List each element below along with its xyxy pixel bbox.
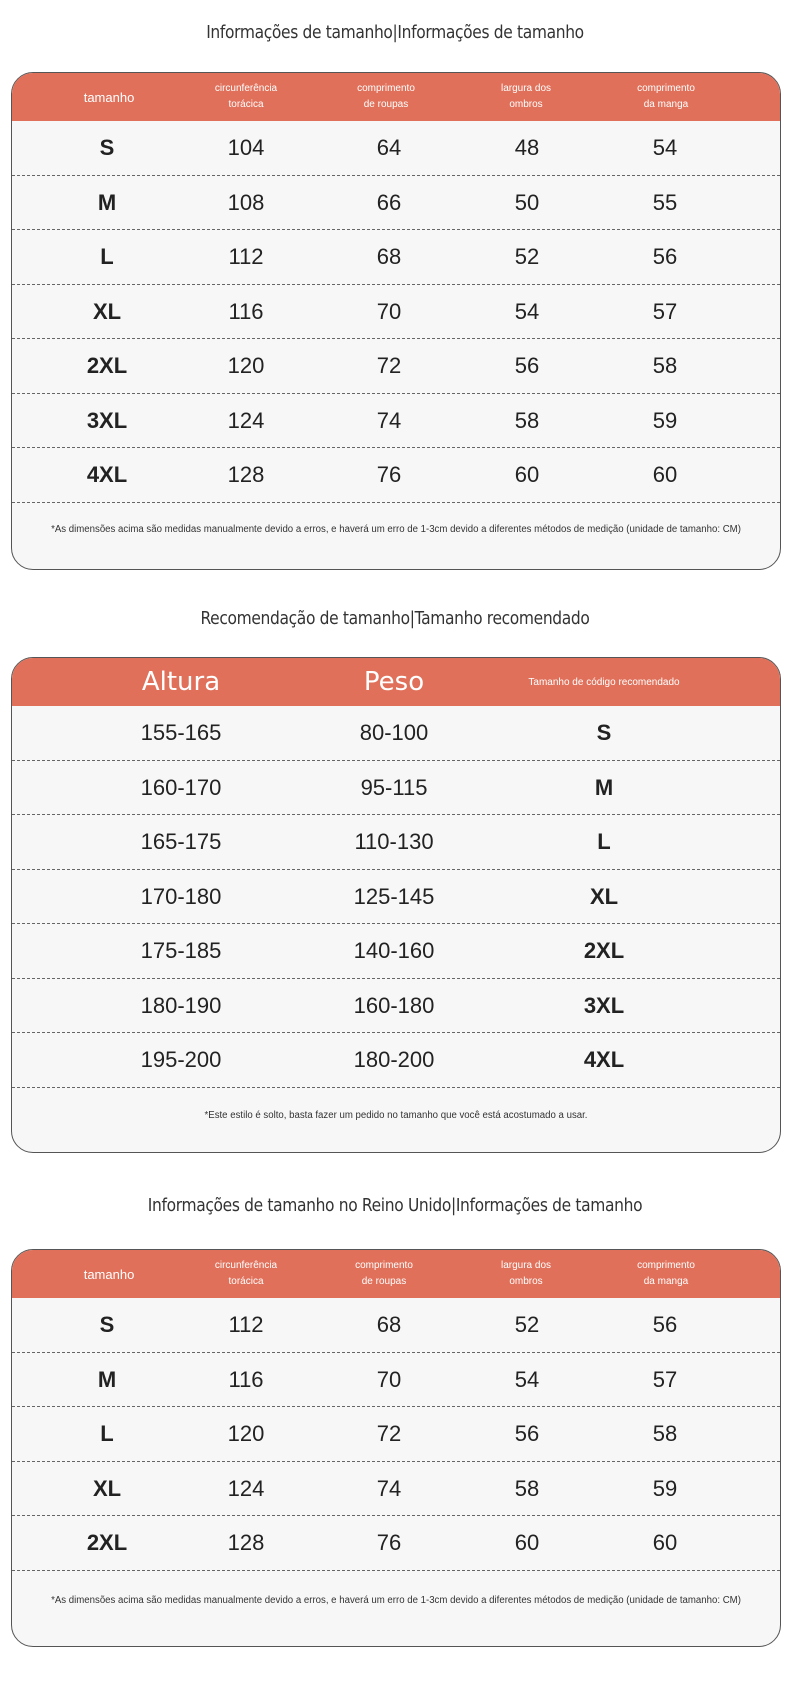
table-row (12, 339, 780, 394)
cell-sleeve: 60 (652, 1530, 678, 1555)
cell-chest: 128 (227, 462, 265, 487)
table-row (12, 1353, 780, 1408)
cell-chest: 124 (227, 407, 265, 433)
table-row (12, 1516, 780, 1571)
cell-weight: 80-100 (359, 720, 429, 745)
cell-sleeve: 59 (652, 407, 678, 433)
cell-weight: 110-130 (354, 829, 434, 854)
cell-shoulder: 48 (514, 135, 540, 160)
cell-height: 155-165 (140, 720, 222, 745)
table-row (12, 394, 780, 449)
cell-weight: 180-200 (353, 1047, 435, 1072)
cell-length: 74 (376, 407, 402, 433)
cell-height: 180-190 (140, 992, 222, 1018)
header-length: comprimento de roupas (357, 83, 415, 110)
cell-size: L (100, 1421, 114, 1446)
cell-weight: 160-180 (353, 992, 435, 1018)
size-recommendation-header-row (12, 658, 780, 706)
table-row (12, 870, 780, 925)
cell-chest: 120 (227, 353, 265, 378)
cell-shoulder: 54 (514, 298, 540, 324)
cell-shoulder: 52 (514, 1312, 540, 1337)
cell-size: 4XL (583, 1047, 625, 1072)
cell-size: S (99, 135, 115, 160)
cell-shoulder: 56 (514, 353, 540, 378)
uk-size-info-title: Informações de tamanho no Reino Unido|Informações de tamanho (147, 1195, 643, 1216)
uk-size-info-card (11, 1249, 781, 1647)
header-height: Altura (141, 667, 221, 697)
size-recommendation-title: Recomendação de tamanho|Tamanho recomendado (200, 608, 590, 629)
cell-size: 4XL (86, 462, 128, 487)
cell-sleeve: 57 (652, 1366, 678, 1392)
cell-size: M (97, 189, 117, 215)
size-recommendation-card (11, 657, 781, 1153)
cell-size: 2XL (583, 938, 625, 963)
cell-size: L (597, 829, 611, 854)
header-shoulder: largura dos ombros (500, 83, 552, 110)
cell-sleeve: 57 (652, 298, 678, 324)
cell-weight: 140-160 (353, 938, 435, 963)
table-row (12, 230, 780, 285)
cell-chest: 104 (227, 135, 265, 160)
header-weight: Peso (363, 667, 425, 697)
cell-height: 160-170 (140, 774, 222, 800)
cell-sleeve: 54 (652, 135, 678, 160)
table-row (12, 285, 780, 340)
cell-size: XL (92, 298, 122, 324)
cell-sleeve: 58 (652, 353, 678, 378)
cell-height: 165-175 (140, 829, 222, 854)
cell-shoulder: 60 (514, 1530, 540, 1555)
cell-shoulder: 56 (514, 1421, 540, 1446)
table-row (12, 761, 780, 816)
cell-length: 66 (376, 189, 402, 215)
cell-shoulder: 52 (514, 244, 540, 269)
cell-size: XL (589, 883, 619, 909)
cell-shoulder: 54 (514, 1366, 540, 1392)
header-size: tamanho (83, 1266, 135, 1282)
cell-shoulder: 58 (514, 1475, 540, 1501)
cell-chest: 116 (228, 298, 264, 324)
size-info-title: Informações de tamanho|Informações de tamanho (206, 22, 584, 43)
header-chest: circunferência torácica (214, 83, 278, 110)
cell-size: L (100, 244, 114, 269)
cell-chest: 108 (227, 189, 265, 215)
cell-size: M (594, 774, 614, 800)
table-row (12, 815, 780, 870)
table-row (12, 924, 780, 979)
header-sleeve: comprimento da manga (637, 1260, 695, 1287)
table-row (12, 176, 780, 231)
cell-sleeve: 55 (652, 189, 678, 215)
cell-weight: 125-145 (353, 883, 435, 909)
cell-sleeve: 60 (652, 462, 678, 487)
table-row (12, 979, 780, 1034)
table-row (12, 1407, 780, 1462)
header-shoulder: largura dos ombros (500, 1260, 552, 1287)
cell-shoulder: 60 (514, 462, 540, 487)
cell-weight: 95-115 (360, 774, 428, 800)
table-row (12, 1462, 780, 1517)
cell-chest: 112 (228, 1312, 264, 1337)
size-info-header-row (12, 73, 780, 121)
table-row (12, 1298, 780, 1353)
cell-length: 70 (376, 298, 402, 324)
cell-sleeve: 58 (652, 1421, 678, 1446)
cell-sleeve: 59 (652, 1475, 678, 1501)
cell-length: 76 (376, 1530, 402, 1555)
cell-size: 2XL (86, 1530, 128, 1555)
cell-size: XL (92, 1475, 122, 1501)
cell-length: 68 (376, 244, 402, 269)
cell-length: 68 (376, 1312, 402, 1337)
cell-shoulder: 50 (514, 189, 540, 215)
uk-size-info-note: *As dimensões acima são medidas manualmente devido a erros, e haverá um erro de 1-3cm devido a diferentes métodos de medição (unidade de tamanho: CM) (51, 1595, 741, 1606)
cell-length: 74 (376, 1475, 402, 1501)
cell-size: M (97, 1366, 117, 1392)
cell-sleeve: 56 (652, 244, 678, 269)
cell-chest: 116 (228, 1366, 264, 1392)
cell-size: 3XL (583, 992, 625, 1018)
cell-height: 175-185 (140, 938, 222, 963)
size-info-note: *As dimensões acima são medidas manualmente devido a erros, e haverá um erro de 1-3cm devido a diferentes métodos de medição (unidade de tamanho: CM) (51, 524, 741, 535)
header-length: comprimento de roupas (355, 1260, 413, 1287)
cell-size: S (99, 1312, 115, 1337)
cell-chest: 124 (227, 1475, 265, 1501)
cell-size: 3XL (86, 407, 128, 433)
cell-length: 72 (376, 353, 402, 378)
cell-length: 64 (376, 135, 402, 160)
header-sleeve: comprimento da manga (637, 83, 695, 110)
size-recommendation-note: *Este estilo é solto, basta fazer um pedido no tamanho que você está acostumado a usar. (204, 1110, 588, 1121)
cell-size: S (596, 720, 612, 745)
table-row (12, 121, 780, 176)
header-chest: circunferência torácica (214, 1260, 278, 1287)
size-info-card (11, 72, 781, 570)
cell-height: 170-180 (140, 883, 222, 909)
table-row (12, 448, 780, 503)
cell-size: 2XL (86, 353, 128, 378)
uk-size-info-header-row (12, 1250, 780, 1298)
cell-length: 70 (376, 1366, 402, 1392)
table-row (12, 706, 780, 761)
header-size: tamanho (83, 89, 135, 105)
cell-shoulder: 58 (514, 407, 540, 433)
cell-chest: 112 (228, 244, 264, 269)
cell-length: 76 (376, 462, 402, 487)
cell-chest: 128 (227, 1530, 265, 1555)
cell-chest: 120 (227, 1421, 265, 1446)
cell-sleeve: 56 (652, 1312, 678, 1337)
header-recommended-size: Tamanho de código recomendado (528, 676, 680, 688)
cell-length: 72 (376, 1421, 402, 1446)
table-row (12, 1033, 780, 1088)
cell-height: 195-200 (140, 1047, 222, 1072)
